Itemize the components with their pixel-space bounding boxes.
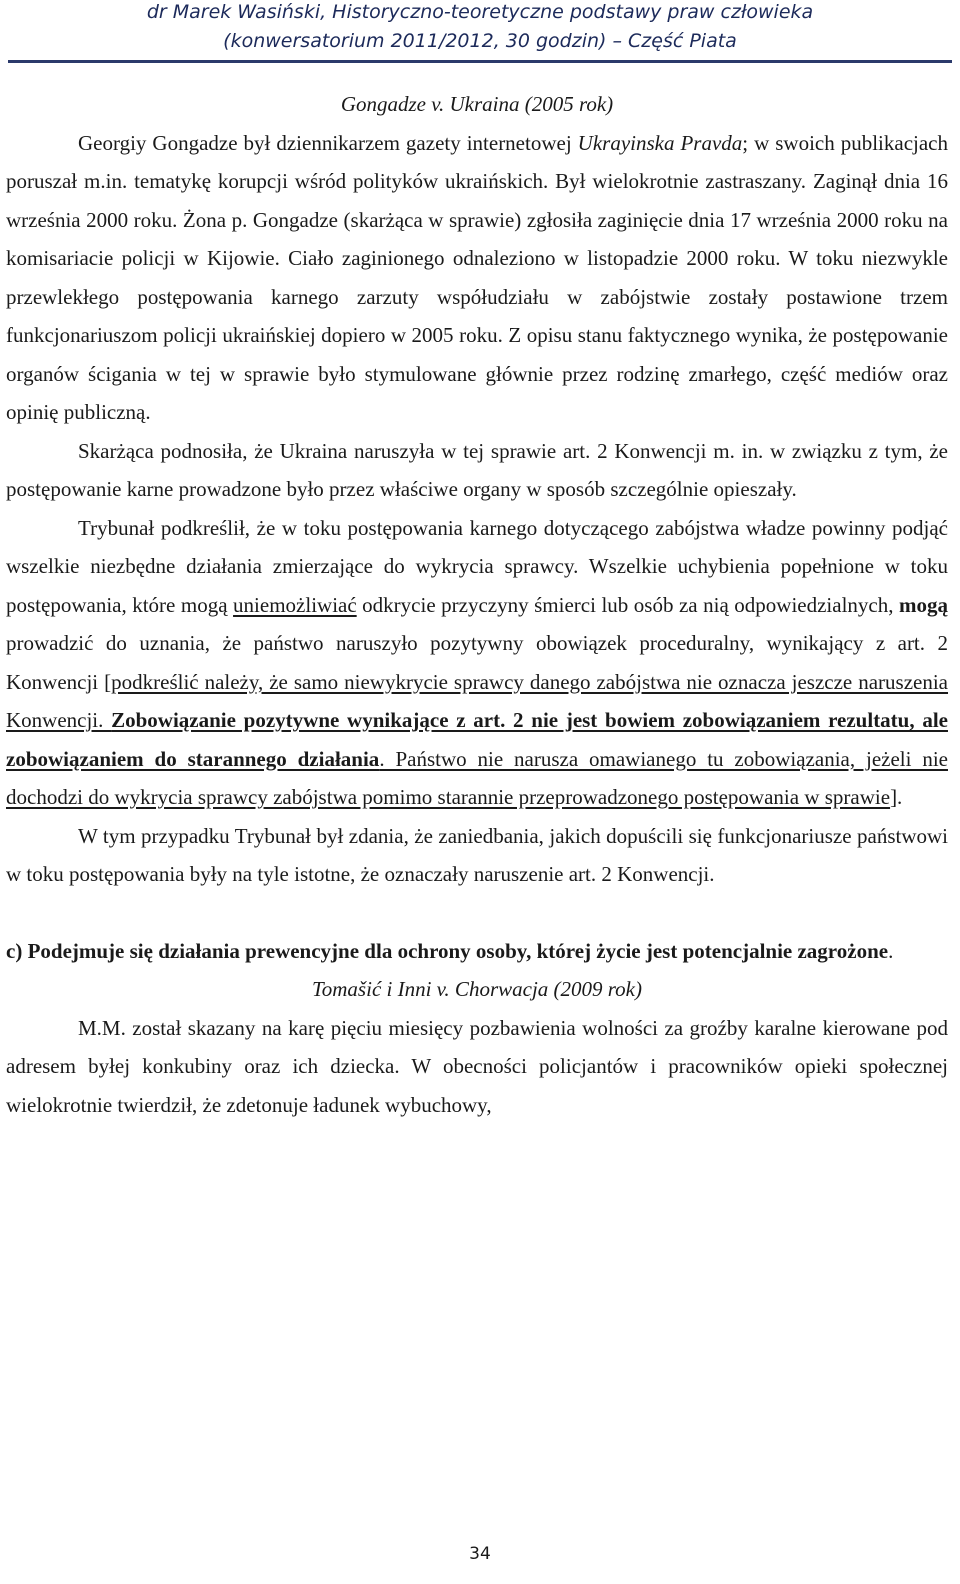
section-c-heading: c) Podejmuje się działania prewencyjne dla ochrony osoby, której życie jest potencjalnie zagrożone. [6, 938, 894, 963]
header-divider [8, 60, 952, 63]
document-body [6, 85, 948, 1124]
page-header [0, 0, 960, 56]
header-line-2: (konwersatorium 2011/2012, 30 godzin) – Część Piata [223, 30, 737, 52]
paragraph-tomasic-facts: M.M. został skazany na karę pięciu miesięcy pozbawienia wolności za groźby karalne kierowane pod adresem byłej konkubiny oraz ich dziecka. W obecności policjantów i pracowników opieki społecznej wielokrotnie twierdził, że zdetonuje ładunek wybuchowy, [6, 1015, 948, 1117]
bold-underlined-principle: Zobowiązanie pozytywne wynikające z art. 2 nie jest bowiem zobowiązaniem rezultatu, ale zobowiązaniem do starannego działania [6, 708, 948, 771]
case-title-gongadze: Gongadze v. Ukraina (2005 rok) [340, 92, 614, 116]
header-line-1: dr Marek Wasiński, Historyczno-teoretyczne podstawy praw człowieka [146, 1, 814, 23]
paragraph-facts: Georgiy Gongadze był dziennikarzem gazety internetowej Ukrayinska Pravda; w swoich publikacjach poruszał m.in. tematykę korupcji wśród polityków ukraińskich. Był wielokrotnie zastraszany. Zaginął dnia 16 września 2000 roku. Żona p. Gongadze (skarżąca w sprawie) zgłosiła zaginięcie dnia 17 września 2000 roku na komisariacie policji w Kijowie. Ciało zaginionego odnaleziono w listopadzie 2000 roku. W toku niezwykle przewlekłego postępowania karnego zarzuty współudziału w zabójstwie zostały postawione trzem funkcjonariuszom policji ukraińskiej dopiero w 2005 roku. Z opisu stanu faktycznego wynika, że postępowanie organów ścigania w tej w sprawie było stymulowane głównie przez rodzinę zmarłego, część mediów oraz opinię publiczną. [6, 130, 948, 424]
paragraph-court-reasoning: Trybunał podkreślił, że w toku postępowania karnego dotyczącego zabójstwa władze powinny podjąć wszelkie niezbędne działania zmierzające do wykrycia sprawcy. Wszelkie uchybienia popełnione w toku postępowania, które mogą uniemożliwiać odkrycie przyczyny śmierci lub osób za nią odpowiedzialnych, mogą prowadzić do uznania, że państwo naruszyło pozytywny obowiązek proceduralny, wynikający z art. 2 Konwencji [podkreślić należy, że samo niewykrycie sprawcy danego zabójstwa nie oznacza jeszcze naruszenia Konwencji. Zobowiązanie pozytywne wynikające z art. 2 nie jest bowiem zobowiązaniem rezultatu, ale zobowiązaniem do starannego działania. Państwo nie narusza omawianego tu zobowiązania, jeżeli nie dochodzi do wykrycia sprawcy zabójstwa pomimo starannie przeprowadzonego postępowania w sprawie]. [6, 515, 949, 809]
underlined-note: podkreślić należy, że samo niewykrycie sprawcy danego zabójstwa nie oznacza jeszcze naruszenia Konwencji. [6, 669, 949, 732]
paragraph-complaint: Skarżąca podnosiła, że Ukraina naruszyła w tej sprawie art. 2 Konwencji m. in. w związku z tym, że postępowanie karne prowadzone było przez właściwe organy w sposób szczególnie opieszały. [6, 438, 948, 501]
case-title-tomasic: Tomašić i Inni v. Chorwacja (2009 rok) [312, 977, 642, 1001]
newspaper-name: Ukrayinska Pravda [577, 130, 743, 155]
paragraph-conclusion: W tym przypadku Trybunał był zdania, że zaniedbania, jakich dopuścili się funkcjonariusze państwowi w toku postępowania były na tyle istotne, że oznaczały naruszenie art. 2 Konwencji. [6, 823, 948, 886]
page-number: 34 [469, 1544, 491, 1564]
